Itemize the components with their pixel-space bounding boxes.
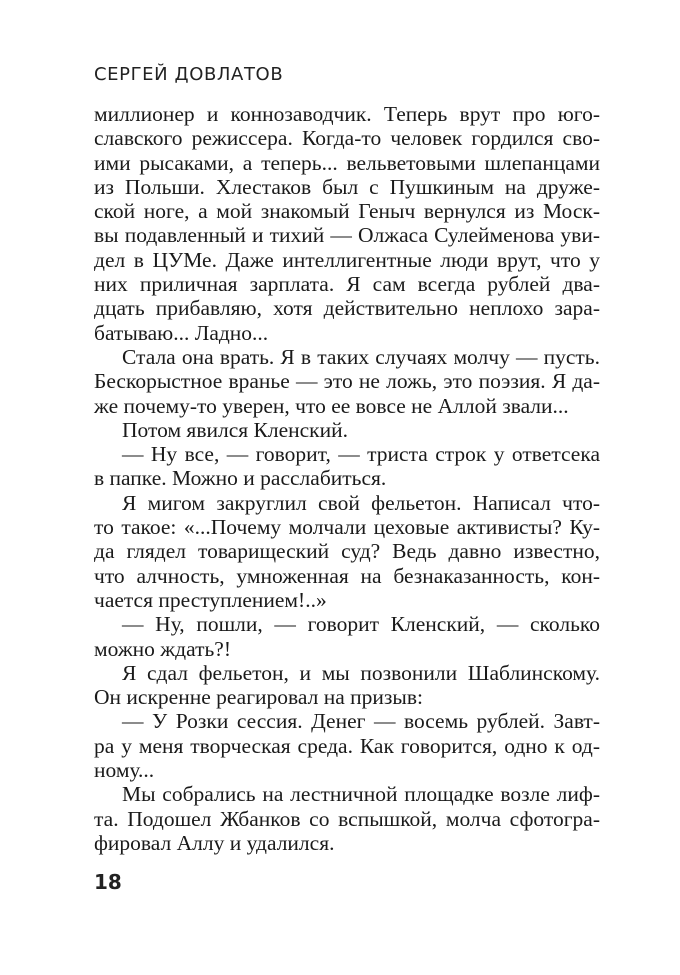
text-line: Стала она врать. Я в таких случаях молчу — пусть. — [122, 344, 600, 369]
text-line: да глядел товарищеский суд? Ведь давно известно, — [94, 539, 600, 564]
running-head-author: СЕРГЕЙ ДОВЛАТОВ — [94, 64, 284, 85]
text-line: в папке. Можно и расслабиться. — [94, 466, 387, 491]
page-number: 18 — [94, 870, 122, 894]
text-line: Мы собрались на лестничной площадке возле лиф- — [122, 782, 600, 807]
text-line: чается преступлением!..» — [94, 587, 327, 612]
text-line: из Польши. Хлестаков был с Пушкиным на друже- — [94, 174, 600, 199]
text-line: вы подавленный и тихий — Олжаса Сулейменова уви- — [94, 223, 600, 248]
text-line: батываю... Ладно... — [94, 320, 269, 345]
text-line: — Ну все, — говорит, — триста строк у ответсека — [122, 442, 600, 467]
text-line: ими рысаками, а теперь... вельветовыми шлепанцами — [94, 150, 600, 175]
text-line: что алчность, умноженная на безнаказанность, кон- — [94, 563, 600, 588]
text-line: Потом явился Кленский. — [122, 417, 349, 442]
text-line: них приличная зарплата. Я сам всегда рублей два- — [94, 272, 600, 297]
body-text — [94, 102, 600, 855]
text-line: можно ждать?! — [94, 636, 231, 661]
text-line: дел в ЦУМе. Даже интеллигентные люди врут, что у — [94, 247, 600, 272]
text-line: Я сдал фельетон, и мы позвонили Шаблинскому. — [122, 660, 600, 685]
text-line: ному... — [94, 758, 155, 783]
text-line: Бескорыстное вранье — это не ложь, это поэзия. Я да- — [94, 369, 600, 394]
text-line: Я мигом закруглил свой фельетон. Написал что- — [122, 490, 600, 515]
text-line: дцать прибавляю, хотя действительно неплохо зара- — [94, 296, 600, 321]
text-line: — У Розки сессия. Денег — восемь рублей. Завт- — [122, 709, 600, 734]
text-line: фировал Аллу и удалился. — [94, 830, 335, 855]
text-line: миллионер и коннозаводчик. Теперь врут про юго- — [94, 102, 600, 126]
text-line: — Ну, пошли, — говорит Кленский, — сколько — [122, 612, 600, 637]
text-line: же почему-то уверен, что ее вовсе не Аллой звали... — [94, 393, 569, 418]
text-line: ра у меня творческая среда. Как говорится, одно к од- — [94, 733, 600, 758]
text-line: то такое: «...Почему молчали цеховые активисты? Ку- — [94, 515, 600, 540]
text-line: Он искренне реагировал на призыв: — [94, 685, 423, 710]
text-line: та. Подошел Жбанков со вспышкой, молча сфотогра- — [94, 806, 600, 831]
text-line: ской ноге, а мой знакомый Геныч вернулся из Моск- — [94, 199, 600, 224]
text-line: славского режиссера. Когда-то человек гордился сво- — [94, 126, 600, 151]
